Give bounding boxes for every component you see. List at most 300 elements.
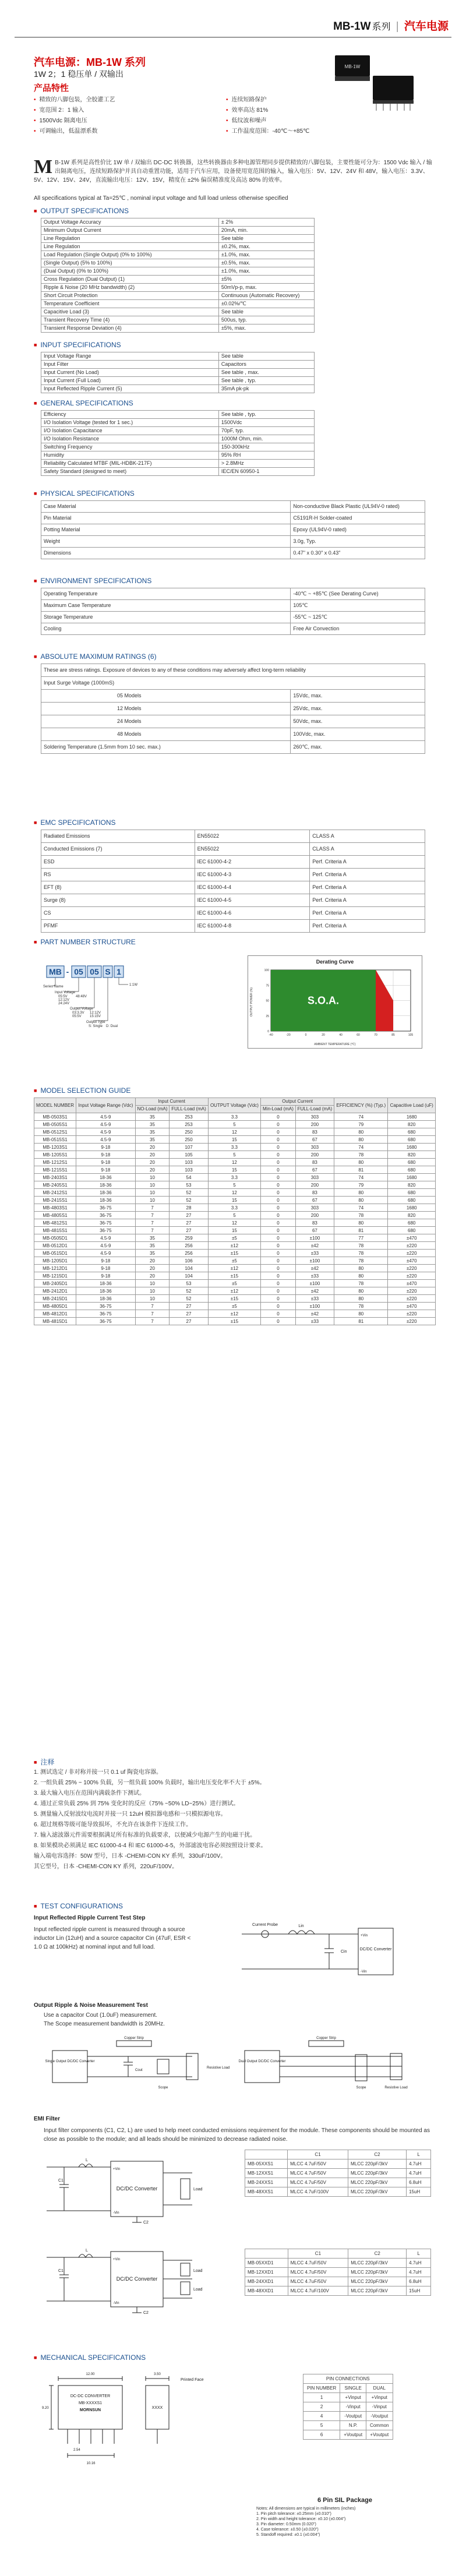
svg-text:-Vin: -Vin: [113, 2302, 119, 2305]
table-cell: ±15: [208, 1250, 260, 1257]
table-cell: 18-36: [76, 1174, 136, 1181]
svg-text:S: Single: S: Single: [89, 1025, 103, 1028]
table-cell: ±220: [388, 1287, 436, 1295]
table-cell: [245, 2249, 288, 2259]
table-cell: 80: [334, 1159, 388, 1166]
table-cell: 15: [208, 1166, 260, 1174]
table-cell: 7: [135, 1204, 170, 1212]
table-cell: MLCC 220pF/3kV: [348, 2169, 406, 2178]
table-cell: 79: [334, 1181, 388, 1189]
table-cell: 35: [135, 1113, 170, 1121]
table-row: [41, 501, 425, 513]
table-cell: 0: [261, 1128, 296, 1136]
spec-value: Continuous (Automatic Recovery): [218, 292, 314, 300]
spec-label: Operating Temperature: [41, 588, 291, 600]
table-cell: 0: [261, 1174, 296, 1181]
table-cell: MLCC 220pF/3kV: [348, 2277, 407, 2286]
emc-cell: Radiated Emissions: [41, 830, 195, 843]
table-cell: ±220: [388, 1318, 436, 1325]
svg-text:Series Name: Series Name: [43, 985, 63, 989]
svg-text:Single Output DC/DC Converter: Single Output DC/DC Converter: [45, 2060, 95, 2063]
table-cell: 4.7uH: [407, 2259, 431, 2268]
table-row: [34, 1318, 436, 1325]
y-tick-label: 75: [266, 984, 269, 988]
table-cell: 4.5-9: [76, 1128, 136, 1136]
emi-filter-circuit-dual: [41, 2243, 204, 2319]
mechanical-drawing: [35, 2368, 250, 2485]
table-cell: 9-18: [76, 1257, 136, 1265]
spec-label: Potting Material: [41, 524, 291, 536]
svg-text:Copper Strip: Copper Strip: [316, 2037, 336, 2040]
table-row: [34, 1280, 436, 1287]
table-cell: C2: [348, 2249, 407, 2259]
table-cell: MB-1205D1: [34, 1257, 76, 1265]
table-cell: ±33: [295, 1295, 334, 1303]
table-cell: 20: [135, 1159, 170, 1166]
general-spec-table: [41, 410, 315, 476]
table-cell: 27: [170, 1310, 208, 1318]
feature-item: • 效率高达 81%: [226, 105, 401, 114]
spec-value: 105℃: [291, 600, 425, 612]
table-cell: MB-0505S1: [34, 1121, 76, 1128]
table-cell: ±220: [388, 1272, 436, 1280]
section-heading: ■ PART NUMBER STRUCTURE: [34, 938, 436, 946]
table-cell: MLCC 4.7uF/50V: [288, 2268, 348, 2277]
table-cell: MLCC 4.7uF/50V: [288, 2159, 348, 2169]
table-header-row: [245, 2249, 431, 2259]
spec-label: Minimum Output Current: [41, 227, 219, 235]
table-row: [34, 1166, 436, 1174]
table-cell: 80: [334, 1272, 388, 1280]
table-cell: 680: [388, 1219, 436, 1227]
table-row: [41, 548, 425, 559]
part-number-diagram: [41, 955, 181, 1031]
table-cell: DUAL: [366, 2384, 393, 2393]
column-header: FULL-Load (mA): [295, 1106, 334, 1113]
table-row: [34, 1295, 436, 1303]
feature-item: • 连续短路保护: [226, 94, 401, 103]
table-cell: 67: [295, 1136, 334, 1144]
table-cell: 67: [295, 1227, 334, 1234]
table-cell: ±5: [208, 1280, 260, 1287]
emc-cell: IEC 61000-4-4: [195, 881, 310, 894]
table-row: [41, 435, 315, 443]
svg-text:12.00: 12.00: [86, 2373, 95, 2376]
table-cell: 680: [388, 1159, 436, 1166]
table-row: [245, 2169, 431, 2178]
table-cell: ±33: [295, 1272, 334, 1280]
table-cell: MLCC 4.7uF/50V: [288, 2277, 348, 2286]
spec-label: Input Voltage Range: [41, 352, 219, 361]
table-row: [41, 284, 315, 292]
svg-text:05:5V: 05:5V: [72, 1015, 82, 1018]
table-cell: 4.5-9: [76, 1136, 136, 1144]
spec-label: Ripple & Noise (20 MHz bandwidth) (2): [41, 284, 219, 292]
table-cell: ±42: [295, 1287, 334, 1295]
svg-text:L: L: [86, 2249, 88, 2253]
table-cell: 74: [334, 1144, 388, 1151]
table-cell: ±5: [208, 1234, 260, 1242]
svg-text:15:15V: 15:15V: [90, 1015, 101, 1018]
svg-text:-Vin: -Vin: [113, 2211, 119, 2215]
table-cell: 78: [334, 1242, 388, 1250]
note-item: 8. 如果模块必须满足 IEC 61000-4-4 和 IEC 61000-4-5，外部滤波电容必须按照设计要求。: [34, 1843, 267, 1849]
table-cell: 0: [261, 1219, 296, 1227]
emi-filter-circuit-single: [41, 2152, 204, 2228]
model-selection-section: [34, 1086, 436, 1325]
table-row: 05 Models 15Vdc, max.: [41, 690, 425, 703]
emc-cell: CLASS A: [310, 830, 425, 843]
table-row: [41, 369, 315, 377]
table-cell: 0: [261, 1121, 296, 1128]
table-row: [41, 316, 315, 324]
table-cell: 15uH: [407, 2187, 431, 2197]
table-cell: 80: [334, 1197, 388, 1204]
table-row: [245, 2268, 431, 2277]
table-cell: 4.7uH: [407, 2159, 431, 2169]
table-cell: 78: [334, 1151, 388, 1159]
table-cell: 9-18: [76, 1151, 136, 1159]
table-cell: MB-2415S1: [34, 1197, 76, 1204]
table-row: [41, 385, 315, 393]
table-cell: 6: [303, 2430, 340, 2440]
table-cell: 35: [135, 1136, 170, 1144]
table-row: [34, 1257, 436, 1265]
table-cell: ±470: [388, 1234, 436, 1242]
spec-value: Non-conductive Black Plastic (UL94V-0 rated): [291, 501, 425, 513]
table-row: [41, 419, 315, 427]
spec-value: ±0.2%, max.: [218, 243, 314, 251]
note-item: 3. 最大输入电压在范围内满载条件下测试。: [34, 1790, 146, 1797]
emi-filter-table-dual: [245, 2249, 431, 2296]
table-cell: ±5: [208, 1303, 260, 1310]
table-row: [41, 623, 425, 635]
table-cell: 0: [261, 1272, 296, 1280]
svg-text:DC/DC Converter: DC/DC Converter: [116, 2276, 158, 2282]
table-cell: 4.7uH: [407, 2169, 431, 2178]
table-cell: MB-24XXS1: [245, 2178, 288, 2187]
emc-cell: CLASS A: [310, 843, 425, 856]
spec-label: Case Material: [41, 501, 291, 513]
svg-text:D: Dual: D: Dual: [106, 1025, 118, 1028]
svg-text:Resistive Load: Resistive Load: [207, 2066, 230, 2070]
model-selection-table: [34, 1098, 436, 1325]
spec-value: Epoxy (UL94V-0 rated): [291, 524, 425, 536]
table-cell: 3.3: [208, 1174, 260, 1181]
table-cell: 27: [170, 1212, 208, 1219]
table-cell: MB-0503S1: [34, 1113, 76, 1121]
spec-value: 500us, typ.: [218, 316, 314, 324]
table-cell: 7: [135, 1227, 170, 1234]
table-cell: 81: [334, 1318, 388, 1325]
table-cell: 52: [170, 1287, 208, 1295]
table-row: [303, 2421, 393, 2430]
table-cell: 78: [334, 1257, 388, 1265]
table-cell: ±12: [208, 1310, 260, 1318]
table-row: [34, 1227, 436, 1234]
x-tick-label: 70: [374, 1033, 377, 1037]
spec-label: Humidity: [41, 451, 219, 460]
table-row: [245, 2259, 431, 2268]
table-cell: MB-12XXD1: [245, 2268, 288, 2277]
table-row: [41, 536, 425, 548]
output-spec-section: [34, 207, 436, 333]
table-cell: 0: [261, 1181, 296, 1189]
table-row: 48 Models 100Vdc, max.: [41, 728, 425, 741]
table-cell: PIN NUMBER: [303, 2384, 340, 2393]
svg-text:+Vin: +Vin: [113, 2168, 121, 2171]
table-cell: 256: [170, 1242, 208, 1250]
column-header: NO-Load (mA): [135, 1106, 170, 1113]
spec-label: Input Filter: [41, 361, 219, 369]
table-cell: -Voutput: [340, 2412, 366, 2421]
table-cell: +Vinput: [366, 2393, 393, 2402]
column-header: MODEL NUMBER: [34, 1098, 76, 1113]
table-row: [41, 235, 315, 243]
table-cell: 107: [170, 1144, 208, 1151]
table-cell: 7: [135, 1318, 170, 1325]
table-cell: 36-75: [76, 1318, 136, 1325]
table-row: [41, 377, 315, 385]
emi-title: EMI Filter: [34, 2116, 61, 2122]
table-cell: 680: [388, 1128, 436, 1136]
table-cell: 20: [135, 1166, 170, 1174]
table-cell: 680: [388, 1197, 436, 1204]
table-cell: 680: [388, 1227, 436, 1234]
table-cell: 10: [135, 1295, 170, 1303]
table-row: [41, 830, 425, 843]
x-tick-label: 0: [305, 1033, 307, 1037]
table-cell: 680: [388, 1166, 436, 1174]
svg-text:Printed Face: Printed Face: [181, 2378, 204, 2382]
table-cell: 27: [170, 1227, 208, 1234]
feature-item: • 精致的八脚包装，全胶灌工艺: [34, 94, 209, 103]
table-cell: MB-2403S1: [34, 1174, 76, 1181]
emi-text: Input filter components (C1, C2, L) are used to help meet conducted emissions requirement for the module. These components should be mounted as close as possible to the module; and all leads should be minimized to decrease radiated noise.: [44, 2127, 430, 2143]
table-row: [41, 513, 425, 524]
svg-text:Lin: Lin: [298, 1924, 304, 1928]
table-cell: 20: [135, 1151, 170, 1159]
table-cell: 104: [170, 1272, 208, 1280]
table-cell: MB-1215S1: [34, 1166, 76, 1174]
spec-value: ± 2%: [218, 218, 314, 227]
table-cell: MLCC 220pF/3kV: [348, 2159, 406, 2169]
table-row: [245, 2277, 431, 2286]
product-subtitle: 1W 2；1 稳压单 / 双输出: [34, 69, 124, 79]
table-cell: 78: [334, 1250, 388, 1257]
table-header-row: [245, 2150, 431, 2159]
table-cell: 83: [295, 1128, 334, 1136]
table-cell: ±15: [208, 1272, 260, 1280]
table-cell: 820: [388, 1181, 436, 1189]
table-cell: 0: [261, 1250, 296, 1257]
note-item: 7. 输入滤波器元件需要根据满足所有标准的负载要求，以便减少电源产生的电磁干扰。: [34, 1832, 256, 1839]
table-row: [41, 524, 425, 536]
photo-label: MB-1W: [344, 64, 361, 69]
spec-label: Switching Frequency: [41, 443, 219, 451]
spec-label: I/O Isolation Resistance: [41, 435, 219, 443]
table-cell: 18-36: [76, 1181, 136, 1189]
table-cell: 0: [261, 1280, 296, 1287]
table-cell: 36-75: [76, 1204, 136, 1212]
svg-text:-Vin: -Vin: [361, 1970, 367, 1974]
table-cell: 10: [135, 1181, 170, 1189]
table-cell: 9-18: [76, 1144, 136, 1151]
table-cell: 303: [295, 1144, 334, 1151]
emc-cell: Perf. Criteria A: [310, 907, 425, 920]
table-cell: MB-12XXS1: [245, 2169, 288, 2178]
table-cell: ±220: [388, 1250, 436, 1257]
table-cell: 77: [334, 1234, 388, 1242]
section-heading: ■ 注释: [34, 1757, 436, 1767]
table-cell: 10: [135, 1287, 170, 1295]
svg-text:C2: C2: [143, 2311, 149, 2315]
table-cell: 78: [334, 1212, 388, 1219]
spec-label: Input Current (No Load): [41, 369, 219, 377]
emc-cell: RS: [41, 869, 195, 881]
table-cell: 15: [208, 1136, 260, 1144]
table-cell: 0: [261, 1310, 296, 1318]
noise-title: Output Ripple & Noise Measurement Test: [34, 2002, 148, 2009]
table-cell: 4.5-9: [76, 1242, 136, 1250]
spec-value: 95% RH: [218, 451, 314, 460]
table-row: [41, 324, 315, 333]
spec-value: See table: [218, 308, 314, 316]
table-cell: 5: [303, 2421, 340, 2430]
table-cell: 0: [261, 1144, 296, 1151]
note-item: 6. 超过规格等级可能导致损坏，不允许在该条件下连续工作。: [34, 1822, 192, 1828]
part-code-power: 1: [116, 967, 121, 976]
package-note: 4. Case tolerance: ±0.50 (±0.020"): [256, 2528, 319, 2532]
table-row: [41, 451, 315, 460]
table-cell: MB-1212D1: [34, 1265, 76, 1272]
table-row: [303, 2430, 393, 2440]
table-cell: 9-18: [76, 1265, 136, 1272]
table-row: [245, 2286, 431, 2296]
table-cell: 83: [295, 1189, 334, 1197]
note-item: 2. 一组负载 25% ~ 100% 负载，另一组负载 100% 负载时，输出电压变化率不大于 ±5%。: [34, 1780, 266, 1786]
table-cell: 80: [334, 1295, 388, 1303]
table-row: [34, 1144, 436, 1151]
table-cell: 12: [208, 1128, 260, 1136]
table-cell: 80: [334, 1189, 388, 1197]
column-header: Input Voltage Range (Vdc): [76, 1098, 136, 1113]
part-code-series: MB: [49, 967, 62, 976]
table-row: [34, 1174, 436, 1181]
table-cell: +Voutput: [366, 2430, 393, 2440]
table-cell: 18-36: [76, 1197, 136, 1204]
table-cell: 18-36: [76, 1280, 136, 1287]
spec-value: -40℃ ~ +85℃ (See Derating Curve): [291, 588, 425, 600]
table-cell: 6.8uH: [407, 2277, 431, 2286]
table-cell: MB-48XXS1: [245, 2187, 288, 2197]
table-row: [245, 2159, 431, 2169]
table-cell: 9-18: [76, 1166, 136, 1174]
table-cell: 81: [334, 1166, 388, 1174]
table-row: [41, 443, 315, 451]
table-row: [41, 352, 315, 361]
spec-label: I/O Isolation Capacitance: [41, 427, 219, 435]
spec-value: 150-300kHz: [218, 443, 314, 451]
table-row: [34, 1272, 436, 1280]
table-cell: [245, 2150, 288, 2159]
table-cell: 256: [170, 1250, 208, 1257]
spec-value: ±1.0%, max.: [218, 251, 314, 259]
x-tick-label: 20: [322, 1033, 325, 1037]
svg-text:DC/DC Converter: DC/DC Converter: [116, 2186, 158, 2192]
table-cell: 820: [388, 1121, 436, 1128]
table-cell: SINGLE: [340, 2384, 366, 2393]
svg-text:03:3.3V: 03:3.3V: [72, 1011, 84, 1015]
part-code-output: 05: [90, 967, 99, 976]
table-cell: 3.3: [208, 1204, 260, 1212]
table-cell: MB-24XXD1: [245, 2277, 288, 2286]
table-row: [41, 292, 315, 300]
spec-label: Cooling: [41, 623, 291, 635]
column-header: Capacitive Load (uF): [388, 1098, 436, 1113]
svg-text:3.50: 3.50: [154, 2373, 161, 2376]
spec-label: Output Voltage Accuracy: [41, 218, 219, 227]
spec-label: Efficiency: [41, 411, 219, 419]
emc-cell: IEC 61000-4-3: [195, 869, 310, 881]
table-cell: MB-05XXD1: [245, 2259, 288, 2268]
table-row: Soldering Temperature (1.5mm from 10 sec. max.) 260℃, max.: [41, 741, 425, 754]
header-series-name: MB-1W: [333, 20, 371, 33]
table-cell: MB-4805S1: [34, 1212, 76, 1219]
svg-text:48:48V: 48:48V: [76, 995, 87, 998]
table-cell: 7: [135, 1310, 170, 1318]
table-cell: 200: [295, 1212, 334, 1219]
table-cell: ±220: [388, 1242, 436, 1250]
spec-label: Transient Recovery Time (4): [41, 316, 219, 324]
table-cell: ±42: [295, 1310, 334, 1318]
table-header-row: [303, 2384, 393, 2393]
table-cell: MLCC 220pF/3kV: [348, 2259, 407, 2268]
table-cell: 80: [334, 1219, 388, 1227]
section-heading: ■ MODEL SELECTION GUIDE: [34, 1086, 436, 1095]
table-cell: 15: [208, 1197, 260, 1204]
table-row: [245, 2187, 431, 2197]
svg-text:Current Probe: Current Probe: [252, 1923, 278, 1927]
spec-value: Free Air Convection: [291, 623, 425, 635]
table-cell: 0: [261, 1318, 296, 1325]
table-row: [34, 1197, 436, 1204]
table-cell: 80: [334, 1310, 388, 1318]
svg-text:1:1W: 1:1W: [129, 983, 138, 987]
table-header-row: [34, 1098, 436, 1106]
table-cell: 253: [170, 1113, 208, 1121]
x-tick-label: 60: [356, 1033, 360, 1037]
table-cell: 4.7uH: [407, 2268, 431, 2277]
table-cell: ±100: [295, 1234, 334, 1242]
table-cell: 12: [208, 1189, 260, 1197]
table-cell: 200: [295, 1151, 334, 1159]
table-cell: L: [407, 2249, 431, 2259]
table-cell: MB-2412S1: [34, 1189, 76, 1197]
table-cell: 36-75: [76, 1219, 136, 1227]
svg-text:Resistive Load: Resistive Load: [384, 2086, 408, 2090]
table-cell: 67: [295, 1166, 334, 1174]
table-cell: 7: [135, 1219, 170, 1227]
table-cell: 80: [334, 1128, 388, 1136]
noise-test-circuits: [41, 2030, 431, 2106]
emc-cell: Conducted Emissions (7): [41, 843, 195, 856]
table-row: [41, 920, 425, 933]
table-cell: ±470: [388, 1280, 436, 1287]
column-header: Input Current: [135, 1098, 208, 1106]
spec-note: All specifications typical at Ta=25℃ , nominal input voltage and full load unless otherwise specified: [34, 195, 288, 202]
page-title: MB-1W 系列 | 汽车电源: [333, 20, 449, 33]
